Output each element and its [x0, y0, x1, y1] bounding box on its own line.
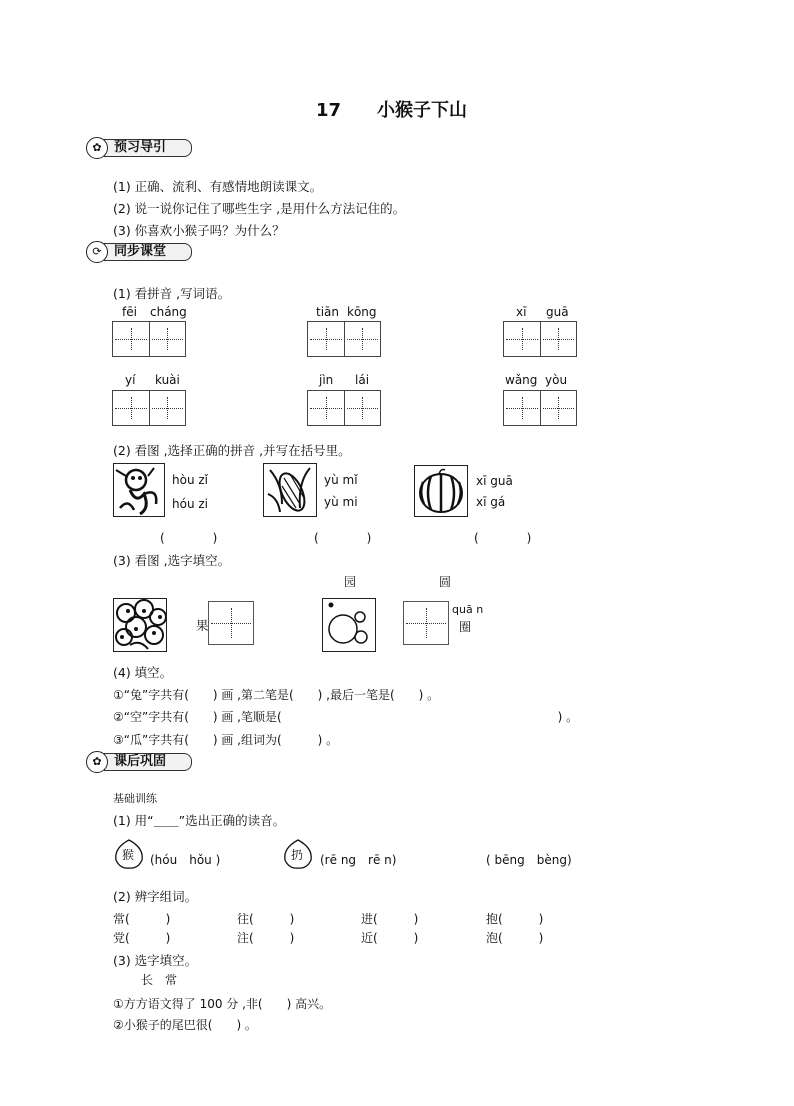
preview-item: (2) 说一说你记住了哪些生字 ,是用什么方法记住的。 [113, 201, 406, 216]
writing-grid[interactable] [112, 321, 186, 357]
pinyin: yí [125, 373, 136, 387]
pinyin-option: hóu zi [172, 497, 208, 511]
pinyin-option: yù mǐ [324, 473, 358, 487]
sub-heading: 基础训练 [113, 792, 157, 805]
circles-picture [322, 598, 376, 652]
pinyin: lái [355, 373, 370, 387]
char-box[interactable] [208, 601, 254, 645]
pinyin: cháng [150, 305, 187, 319]
pinyin: guā [546, 305, 569, 319]
corn-picture [263, 463, 317, 517]
section-label: 预习导引 [114, 140, 167, 155]
word-prefix: 果 [196, 618, 209, 633]
section-header-preview [86, 137, 190, 157]
q3-heading: (3) 看图 ,选字填空。 [113, 553, 231, 568]
char: 扔 [291, 848, 304, 862]
writing-grid[interactable] [503, 321, 577, 357]
fill-line: ①方方语文得了 100 分 ,非( ) 高兴。 [113, 997, 332, 1011]
word-pair[interactable]: 常( ) [113, 912, 171, 926]
answer-blank[interactable]: ( ) [474, 531, 532, 545]
reading-options[interactable]: ( bēng bèng) [486, 853, 572, 867]
section-label: 课后巩固 [114, 754, 167, 769]
flower-icon: ✿ [86, 137, 108, 159]
fill-line: ②“空”字共有( ) 画 ,笔顺是( ) 。 [113, 710, 579, 724]
fill-line: ③“瓜”字共有( ) 画 ,组词为( ) 。 [113, 733, 339, 747]
flower-icon: ✿ [86, 751, 108, 773]
after-q1-heading: (1) 用“＿＿”选出正确的读音。 [113, 813, 286, 828]
section-header-after [86, 751, 190, 771]
pinyin: quā n [452, 603, 484, 616]
pinyin: kuài [155, 373, 180, 387]
fill-line: ①“兔”字共有( ) 画 ,第二笔是( ) ,最后一笔是( ) 。 [113, 688, 440, 702]
fill-line: ②小猴子的尾巴很( ) 。 [113, 1018, 257, 1032]
preview-item: (3) 你喜欢小猴子吗？为什么？ [113, 223, 285, 238]
word-pair[interactable]: 抱( ) [486, 912, 544, 926]
writing-grid[interactable] [307, 321, 381, 357]
section-label: 同步课堂 [114, 244, 167, 259]
pinyin-option: xī guā [476, 474, 513, 488]
pinyin: kōng [347, 305, 377, 319]
writing-grid[interactable] [503, 390, 577, 426]
word-pair[interactable]: 注( ) [237, 931, 295, 945]
writing-grid[interactable] [307, 390, 381, 426]
q2-heading: (2) 看图 ,选择正确的拼音 ,并写在括号里。 [113, 443, 351, 458]
word-pair[interactable]: 往( ) [237, 912, 295, 926]
section-header-classroom [86, 241, 190, 261]
word-pair[interactable]: 泡( ) [486, 931, 544, 945]
pinyin-option: xī gá [476, 495, 506, 509]
word-pair[interactable]: 党( ) [113, 931, 171, 945]
pinyin: wǎng [505, 373, 538, 387]
pinyin: jìn [319, 373, 334, 387]
pinyin-option: yù mi [324, 495, 358, 509]
word-suffix: 圈 [459, 620, 472, 634]
reading-options[interactable]: (rē ng rē n) [320, 853, 397, 867]
choice-char: 圆 [439, 575, 452, 589]
monkey-picture [113, 463, 165, 517]
pinyin-option: hòu zǐ [172, 473, 208, 487]
answer-blank[interactable]: ( ) [314, 531, 372, 545]
pinyin: tiān [316, 305, 339, 319]
refresh-icon: ⟳ [86, 241, 108, 263]
orchard-picture [113, 598, 167, 652]
watermelon-picture [414, 465, 468, 517]
reading-options[interactable]: (hóu hǒu ) [150, 853, 221, 867]
q1-heading: (1) 看拼音 ,写词语。 [113, 286, 231, 301]
pinyin: fēi [122, 305, 137, 319]
after-q2-heading: (2) 辨字组词。 [113, 889, 198, 904]
after-q3-heading: (3) 选字填空。 [113, 953, 198, 968]
pinyin: yòu [545, 373, 568, 387]
choice-char: 园 [344, 575, 357, 589]
word-pair[interactable]: 进( ) [361, 912, 419, 926]
char: 猴 [122, 848, 135, 862]
q4-heading: (4) 填空。 [113, 665, 173, 680]
word-pair[interactable]: 近( ) [361, 931, 419, 945]
pinyin: xī [516, 305, 527, 319]
page-title: 17 小猴子下山 [316, 100, 468, 121]
char-box[interactable] [403, 601, 449, 645]
preview-item: (1) 正确、流利、有感情地朗读课文。 [113, 179, 323, 194]
choice-chars: 长 常 [141, 973, 178, 987]
writing-grid[interactable] [112, 390, 186, 426]
answer-blank[interactable]: ( ) [160, 531, 218, 545]
